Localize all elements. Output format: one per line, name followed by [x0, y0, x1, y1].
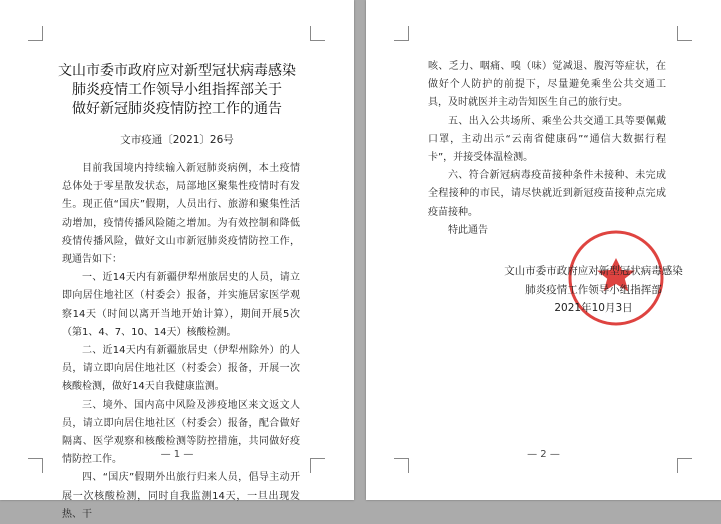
crop-mark-top-right — [677, 26, 692, 41]
signature-line: 文山市委市政府应对新型冠状病毒感染 — [504, 265, 683, 277]
title-line: 肺炎疫情工作领导小组指挥部关于 — [72, 82, 282, 98]
clause-paragraph: 三、境外、国内高中风险及涉疫地区来文返文人员，请立即向居住地社区（村委会）报备，配合做好隔离、医学观察和核酸检测等防控措施，共同做好疫情防控工作。 — [62, 399, 300, 466]
document-title — [0, 62, 354, 119]
document-number: 文市疫通〔2021〕26号 — [120, 134, 234, 146]
continued-paragraph: 咳、乏力、咽痛、嗅（味）觉减退、腹泻等症状，在做好个人防护的前提下，尽量避免乘坐公共交通工具，及时就医并主动告知医生自己的旅行史。 — [428, 61, 666, 109]
crop-mark-bottom-right — [677, 458, 692, 473]
signature-line: 肺炎疫情工作领导小组指挥部 — [525, 283, 662, 296]
signature-date: 2021年10月3日 — [554, 302, 633, 314]
crop-mark-bottom-left — [28, 458, 43, 473]
body-text-page-1 — [62, 160, 300, 520]
page-number: — 1 — — [160, 449, 194, 460]
crop-mark-top-left — [394, 26, 409, 41]
clause-paragraph: 一、近14天内有新疆伊犁州旅居史的人员，请立即向居住地社区（村委会）报备，并实施居家医学观察14天（时间以离开当地开始计算），期间开展5次（第1、4、7、10、14天）核酸检测。 — [62, 272, 300, 338]
page-number: — 2 — — [527, 449, 560, 460]
signature-block — [466, 262, 721, 318]
document-page-2 — [366, 0, 721, 500]
title-line: 做好新冠肺炎疫情防控工作的通告 — [72, 101, 282, 117]
intro-paragraph: 目前我国境内持续输入新冠肺炎病例，本土疫情总体处于零星散发状态，局部地区聚集性疫情时有发生。现正值“国庆”假期，人员出行、旅游和聚集性活动增加，疫情传播风险随之增加。为有效控制和降低疫情传播风险，做好文山市新冠肺炎疫情防控工作，现通告如下： — [62, 163, 300, 266]
crop-mark-bottom-left — [394, 458, 409, 473]
closing-phrase: 特此通告 — [448, 224, 488, 236]
clause-paragraph: 五、出入公共场所、乘坐公共交通工具等要佩戴口罩，主动出示“云南省健康码”“通信大数据行程卡”，并接受体温检测。 — [428, 115, 666, 164]
clause-paragraph: 四、“国庆”假期外出旅行归来人员，倡导主动开展一次核酸检测，同时自我监测14天，一旦出现发热、干 — [62, 472, 300, 520]
document-page-1 — [0, 0, 354, 520]
clause-paragraph: 六、符合新冠病毒疫苗接种条件未接种、未完成全程接种的市民，请尽快就近到新冠疫苗接种点完成疫苗接种。 — [428, 170, 666, 218]
crop-mark-top-left — [28, 26, 43, 41]
body-text-page-2 — [428, 58, 666, 240]
crop-mark-bottom-right — [310, 458, 325, 473]
crop-mark-top-right — [310, 26, 325, 41]
title-line: 文山市委市政府应对新型冠状病毒感染 — [58, 63, 296, 79]
clause-paragraph: 二、近14天内有新疆旅居史（伊犁州除外）的人员，请立即向居住地社区（村委会）报备，开展一次核酸检测，做好14天自我健康监测。 — [62, 345, 300, 393]
